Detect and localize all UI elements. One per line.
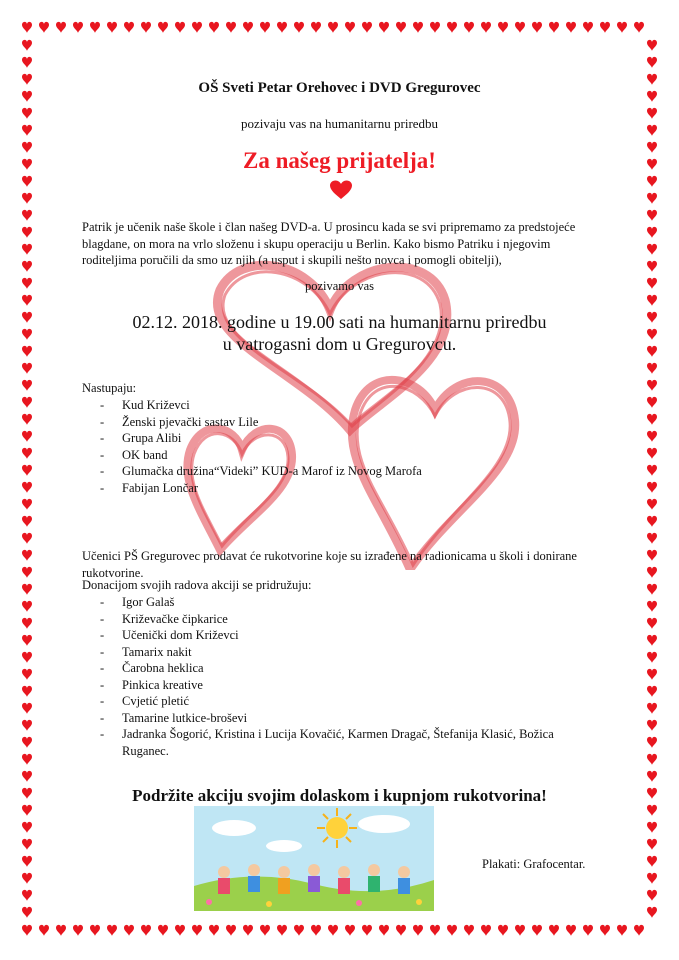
page-subtitle: pozivaju vas na humanitarnu priredbu xyxy=(240,116,439,131)
donors-list xyxy=(82,594,602,759)
border-heart xyxy=(39,925,49,936)
border-heart xyxy=(107,22,117,33)
heart-icon xyxy=(329,180,353,200)
border-heart xyxy=(647,839,657,850)
border-heart xyxy=(647,601,657,612)
border-heart xyxy=(379,22,389,33)
border-heart xyxy=(141,22,151,33)
border-heart xyxy=(73,22,83,33)
border-heart xyxy=(647,635,657,646)
border-heart xyxy=(73,925,83,936)
border-heart xyxy=(22,737,32,748)
border-heart xyxy=(22,363,32,374)
border-heart xyxy=(647,737,657,748)
border-heart xyxy=(647,210,657,221)
border-heart xyxy=(362,925,372,936)
border-heart xyxy=(22,652,32,663)
border-heart xyxy=(22,227,32,238)
border-heart xyxy=(634,22,644,33)
invite-text: pozivamo vas xyxy=(304,279,375,293)
border-heart xyxy=(464,22,474,33)
border-heart xyxy=(498,22,508,33)
border-heart xyxy=(647,482,657,493)
border-heart xyxy=(447,925,457,936)
border-heart xyxy=(22,856,32,867)
border-heart xyxy=(22,414,32,425)
slogan: Podržite akciju svojim dolaskom i kupnjom rukotvorina! xyxy=(132,786,547,805)
border-heart xyxy=(647,261,657,272)
border-heart xyxy=(22,635,32,646)
border-heart xyxy=(647,193,657,204)
list-item: - Jadranka Šogorić, Kristina i Lucija Kovačić, Karmen Dragač, Štefanija Klasić, Božica Ruganec. xyxy=(82,726,602,759)
border-heart xyxy=(22,176,32,187)
list-item: - Učenički dom Križevci xyxy=(82,627,602,644)
border-heart xyxy=(22,686,32,697)
border-heart xyxy=(260,925,270,936)
border-heart xyxy=(583,925,593,936)
border-heart xyxy=(647,380,657,391)
list-item: - Glumačka družina“Videki” KUD-a Marof iz Novog Marofa xyxy=(82,463,422,480)
border-heart xyxy=(22,380,32,391)
border-heart xyxy=(22,873,32,884)
border-heart xyxy=(158,22,168,33)
border-heart xyxy=(647,465,657,476)
border-heart xyxy=(379,925,389,936)
border-heart xyxy=(647,720,657,731)
border-heart xyxy=(22,397,32,408)
border-heart xyxy=(22,516,32,527)
border-heart xyxy=(498,925,508,936)
border-heart xyxy=(226,22,236,33)
border-heart xyxy=(277,925,287,936)
border-heart xyxy=(647,856,657,867)
border-heart xyxy=(647,448,657,459)
border-heart xyxy=(158,925,168,936)
border-heart xyxy=(124,22,134,33)
border-heart xyxy=(22,210,32,221)
border-heart xyxy=(647,550,657,561)
border-heart xyxy=(260,22,270,33)
border-heart xyxy=(413,925,423,936)
border-heart xyxy=(311,22,321,33)
border-heart xyxy=(464,925,474,936)
border-heart xyxy=(22,669,32,680)
border-heart xyxy=(22,261,32,272)
border-heart xyxy=(90,22,100,33)
border-heart xyxy=(647,754,657,765)
border-heart xyxy=(243,22,253,33)
border-heart xyxy=(22,193,32,204)
children-sun-illustration xyxy=(194,806,434,911)
border-heart xyxy=(345,925,355,936)
border-heart xyxy=(328,22,338,33)
border-heart xyxy=(647,907,657,918)
border-heart xyxy=(647,618,657,629)
border-heart xyxy=(647,57,657,68)
border-heart xyxy=(22,839,32,850)
list-item: - Kud Križevci xyxy=(82,397,422,414)
border-heart xyxy=(583,22,593,33)
border-heart xyxy=(22,482,32,493)
border-heart xyxy=(22,448,32,459)
border-heart xyxy=(617,925,627,936)
border-heart xyxy=(396,22,406,33)
border-heart xyxy=(647,652,657,663)
border-heart xyxy=(647,822,657,833)
border-heart xyxy=(647,431,657,442)
border-heart xyxy=(22,805,32,816)
border-heart xyxy=(22,771,32,782)
border-heart xyxy=(345,22,355,33)
intro-paragraph: Patrik je učenik naše škole i član našeg DVD-a. U prosincu kada se svi pripremamo za predstojeće blagdane, on mora na vrlo složenu i skupu operaciju u Berlin. Kako bismo Patriku i njegovim roditeljima poručili da smo uz njih (a usput i skupili nešto novca i pomogli obitelji), xyxy=(82,220,576,267)
border-heart xyxy=(396,925,406,936)
border-heart xyxy=(634,925,644,936)
event-details xyxy=(0,311,679,355)
border-heart xyxy=(22,720,32,731)
border-heart xyxy=(481,22,491,33)
border-heart xyxy=(56,925,66,936)
border-heart xyxy=(226,925,236,936)
border-heart xyxy=(22,550,32,561)
performers-list xyxy=(82,397,422,496)
list-item: - Tamarine lutkice-broševi xyxy=(82,710,602,727)
border-heart xyxy=(647,499,657,510)
border-heart xyxy=(22,465,32,476)
border-heart xyxy=(447,22,457,33)
border-heart xyxy=(647,414,657,425)
event-venue-line: u vatrogasni dom u Gregurovcu. xyxy=(222,334,457,354)
border-heart xyxy=(600,22,610,33)
list-item: - Križevačke čipkarice xyxy=(82,611,602,628)
list-item: - Tamarix nakit xyxy=(82,644,602,661)
border-heart xyxy=(22,584,32,595)
donors-label: Donacijom svojih radova akciji se pridružuju: xyxy=(82,578,312,592)
border-heart xyxy=(515,22,525,33)
border-heart xyxy=(647,295,657,306)
border-heart xyxy=(22,57,32,68)
border-heart xyxy=(294,22,304,33)
border-heart xyxy=(362,22,372,33)
border-heart xyxy=(311,925,321,936)
border-heart xyxy=(532,925,542,936)
list-item: - OK band xyxy=(82,447,422,464)
border-heart xyxy=(566,22,576,33)
page-title: OŠ Sveti Petar Orehovec i DVD Gregurovec xyxy=(198,80,481,96)
border-heart xyxy=(175,22,185,33)
border-heart xyxy=(22,703,32,714)
border-heart xyxy=(22,295,32,306)
border-heart xyxy=(481,925,491,936)
border-heart xyxy=(22,431,32,442)
border-heart xyxy=(647,176,657,187)
border-heart xyxy=(22,754,32,765)
event-date-line: 02.12. 2018. godine u 19.00 sati na humanitarnu priredbu xyxy=(132,312,547,332)
border-heart xyxy=(22,601,32,612)
border-heart xyxy=(124,925,134,936)
border-heart xyxy=(647,873,657,884)
border-heart xyxy=(209,22,219,33)
border-heart xyxy=(107,925,117,936)
border-heart xyxy=(22,244,32,255)
border-heart xyxy=(647,669,657,680)
border-heart xyxy=(647,363,657,374)
border-heart xyxy=(22,499,32,510)
border-heart xyxy=(647,584,657,595)
border-heart xyxy=(22,925,32,936)
border-heart xyxy=(647,686,657,697)
crafts-paragraph: Učenici PŠ Gregurovec prodavat će rukotvorine koje su izrađene na radionicama u školi i donirane rukotvorine. xyxy=(82,549,577,580)
border-heart xyxy=(647,533,657,544)
list-item: - Fabijan Lončar xyxy=(82,480,422,497)
border-heart xyxy=(141,925,151,936)
border-heart xyxy=(22,22,32,33)
border-heart xyxy=(430,22,440,33)
border-heart xyxy=(328,925,338,936)
border-heart xyxy=(515,925,525,936)
border-heart xyxy=(243,925,253,936)
border-heart xyxy=(549,22,559,33)
border-heart xyxy=(22,822,32,833)
border-heart xyxy=(22,533,32,544)
border-heart xyxy=(647,703,657,714)
border-heart xyxy=(647,805,657,816)
border-heart xyxy=(192,22,202,33)
border-heart xyxy=(647,771,657,782)
border-heart xyxy=(647,244,657,255)
border-heart xyxy=(647,397,657,408)
border-heart xyxy=(39,22,49,33)
performers-label: Nastupaju: xyxy=(82,381,137,395)
list-item: - Cvjetić pletić xyxy=(82,693,602,710)
border-heart xyxy=(600,925,610,936)
border-heart xyxy=(294,925,304,936)
list-item: - Grupa Alibi xyxy=(82,430,422,447)
border-heart xyxy=(647,516,657,527)
list-item: - Čarobna heklica xyxy=(82,660,602,677)
border-heart xyxy=(90,925,100,936)
border-heart xyxy=(22,40,32,51)
list-item: - Ženski pjevački sastav Lile xyxy=(82,414,422,431)
border-heart xyxy=(549,925,559,936)
border-heart xyxy=(209,925,219,936)
border-heart xyxy=(22,567,32,578)
border-heart xyxy=(430,925,440,936)
border-heart xyxy=(56,22,66,33)
border-heart xyxy=(413,22,423,33)
border-heart xyxy=(192,925,202,936)
border-heart xyxy=(277,22,287,33)
border-heart xyxy=(647,890,657,901)
border-heart xyxy=(647,227,657,238)
credit-text: Plakati: Grafocentar. xyxy=(482,857,586,871)
list-item: - Igor Galaš xyxy=(82,594,602,611)
border-heart xyxy=(566,925,576,936)
list-item: - Pinkica kreative xyxy=(82,677,602,694)
border-heart xyxy=(22,618,32,629)
border-heart xyxy=(617,22,627,33)
headline: Za našeg prijatelja! xyxy=(243,148,436,173)
border-heart xyxy=(175,925,185,936)
border-heart xyxy=(647,567,657,578)
border-heart xyxy=(647,40,657,51)
border-heart xyxy=(22,890,32,901)
border-heart xyxy=(22,907,32,918)
border-heart xyxy=(532,22,542,33)
